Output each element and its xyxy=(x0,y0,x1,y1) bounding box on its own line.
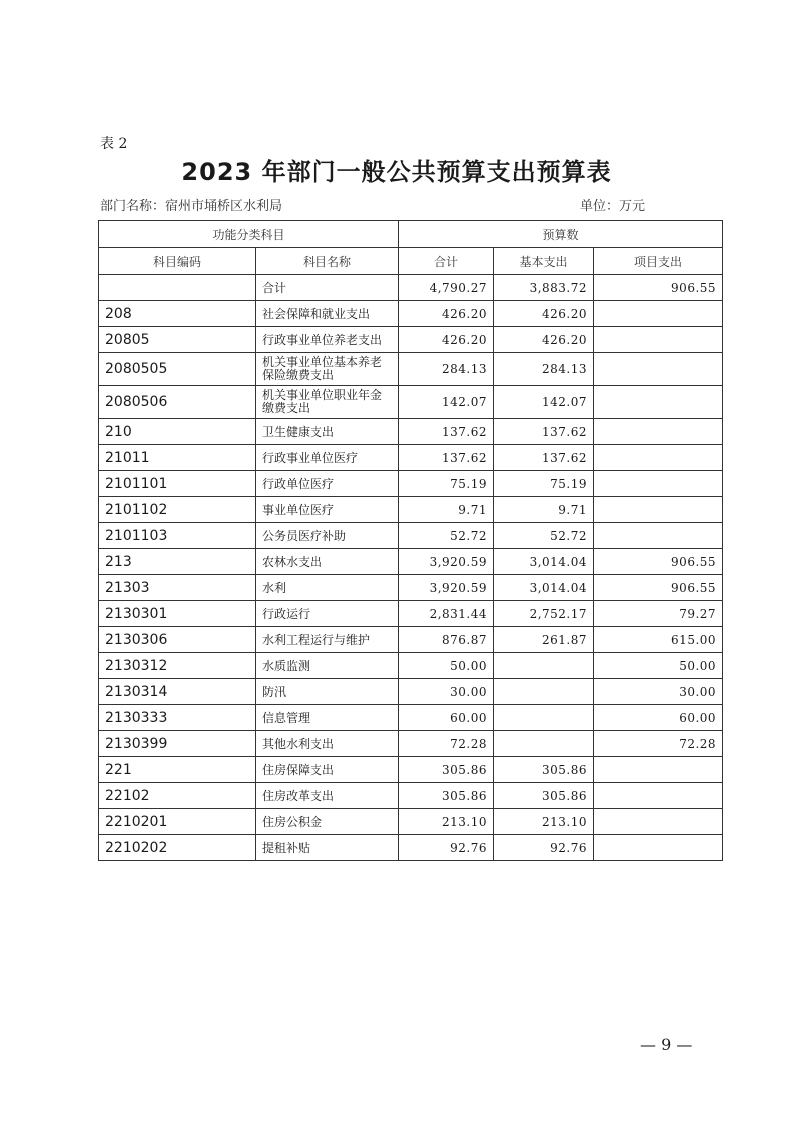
cell-basic: 305.86 xyxy=(494,757,594,783)
cell-basic xyxy=(494,731,594,757)
cell-code: 2130301 xyxy=(99,601,256,627)
table-body xyxy=(99,275,723,861)
cell-code: 2130306 xyxy=(99,627,256,653)
cell-name: 行政单位医疗 xyxy=(256,471,399,497)
cell-project xyxy=(594,757,723,783)
cell-basic: 137.62 xyxy=(494,445,594,471)
cell-total: 92.76 xyxy=(399,835,494,861)
table-label: 表 2 xyxy=(100,136,128,152)
cell-code: 21011 xyxy=(99,445,256,471)
cell-code: 208 xyxy=(99,301,256,327)
cell-project xyxy=(594,471,723,497)
cell-basic: 52.72 xyxy=(494,523,594,549)
cell-basic: 305.86 xyxy=(494,783,594,809)
department-name: 部门名称：宿州市埇桥区水利局 xyxy=(100,199,283,214)
cell-code: 2130312 xyxy=(99,653,256,679)
cell-project: 906.55 xyxy=(594,575,723,601)
cell-basic: 213.10 xyxy=(494,809,594,835)
cell-project: 906.55 xyxy=(594,275,723,301)
table-row xyxy=(99,835,723,861)
table-row xyxy=(99,783,723,809)
cell-project: 30.00 xyxy=(594,679,723,705)
cell-project: 50.00 xyxy=(594,653,723,679)
table-row xyxy=(99,275,723,301)
column-header-name: 科目名称 xyxy=(256,248,399,275)
column-header-project: 项目支出 xyxy=(594,248,723,275)
cell-code xyxy=(99,275,256,301)
cell-total: 52.72 xyxy=(399,523,494,549)
budget-table xyxy=(98,220,723,861)
cell-basic: 3,014.04 xyxy=(494,575,594,601)
cell-project: 906.55 xyxy=(594,549,723,575)
cell-name: 机关事业单位基本养老保险缴费支出 xyxy=(256,353,399,386)
cell-total: 60.00 xyxy=(399,705,494,731)
cell-project xyxy=(594,497,723,523)
table-row xyxy=(99,445,723,471)
cell-basic: 426.20 xyxy=(494,301,594,327)
cell-code: 2130399 xyxy=(99,731,256,757)
cell-code: 2101101 xyxy=(99,471,256,497)
page-number: — 9 — xyxy=(640,1035,693,1054)
cell-name: 水利工程运行与维护 xyxy=(256,627,399,653)
cell-total: 137.62 xyxy=(399,445,494,471)
cell-code: 2210201 xyxy=(99,809,256,835)
cell-name: 农林水支出 xyxy=(256,549,399,575)
cell-code: 221 xyxy=(99,757,256,783)
table-row xyxy=(99,757,723,783)
cell-project: 615.00 xyxy=(594,627,723,653)
cell-basic: 2,752.17 xyxy=(494,601,594,627)
cell-total: 3,920.59 xyxy=(399,549,494,575)
cell-name: 行政事业单位养老支出 xyxy=(256,327,399,353)
cell-total: 876.87 xyxy=(399,627,494,653)
cell-basic: 426.20 xyxy=(494,327,594,353)
cell-total: 75.19 xyxy=(399,471,494,497)
table-row xyxy=(99,327,723,353)
cell-basic xyxy=(494,679,594,705)
table-row xyxy=(99,301,723,327)
cell-code: 2101103 xyxy=(99,523,256,549)
cell-basic: 3,883.72 xyxy=(494,275,594,301)
cell-name: 住房改革支出 xyxy=(256,783,399,809)
cell-name: 社会保障和就业支出 xyxy=(256,301,399,327)
cell-code: 21303 xyxy=(99,575,256,601)
table-row xyxy=(99,575,723,601)
cell-total: 4,790.27 xyxy=(399,275,494,301)
cell-project xyxy=(594,523,723,549)
table-row xyxy=(99,386,723,419)
unit-label: 单位：万元 xyxy=(580,199,646,214)
group-header-functional: 功能分类科目 xyxy=(99,221,399,248)
cell-total: 426.20 xyxy=(399,301,494,327)
cell-project xyxy=(594,419,723,445)
cell-code: 2080505 xyxy=(99,353,256,386)
cell-project xyxy=(594,386,723,419)
cell-basic: 261.87 xyxy=(494,627,594,653)
cell-basic: 3,014.04 xyxy=(494,549,594,575)
cell-total: 142.07 xyxy=(399,386,494,419)
cell-name: 信息管理 xyxy=(256,705,399,731)
cell-total: 30.00 xyxy=(399,679,494,705)
cell-basic: 284.13 xyxy=(494,353,594,386)
cell-total: 305.86 xyxy=(399,783,494,809)
cell-basic: 137.62 xyxy=(494,419,594,445)
cell-basic xyxy=(494,705,594,731)
column-header-code: 科目编码 xyxy=(99,248,256,275)
table-row xyxy=(99,705,723,731)
cell-code: 2210202 xyxy=(99,835,256,861)
cell-total: 284.13 xyxy=(399,353,494,386)
cell-project xyxy=(594,327,723,353)
cell-name: 防汛 xyxy=(256,679,399,705)
cell-name: 行政事业单位医疗 xyxy=(256,445,399,471)
table-row xyxy=(99,731,723,757)
cell-total: 2,831.44 xyxy=(399,601,494,627)
cell-project: 72.28 xyxy=(594,731,723,757)
page-title: 2023 年部门一般公共预算支出预算表 xyxy=(181,158,612,186)
cell-project xyxy=(594,301,723,327)
cell-total: 9.71 xyxy=(399,497,494,523)
cell-total: 72.28 xyxy=(399,731,494,757)
cell-name: 其他水利支出 xyxy=(256,731,399,757)
table-row xyxy=(99,601,723,627)
cell-name: 住房公积金 xyxy=(256,809,399,835)
cell-name: 水利 xyxy=(256,575,399,601)
table-row xyxy=(99,653,723,679)
cell-basic: 9.71 xyxy=(494,497,594,523)
cell-code: 20805 xyxy=(99,327,256,353)
cell-name: 水质监测 xyxy=(256,653,399,679)
table-row xyxy=(99,549,723,575)
cell-total: 426.20 xyxy=(399,327,494,353)
cell-total: 137.62 xyxy=(399,419,494,445)
cell-total: 305.86 xyxy=(399,757,494,783)
table-row xyxy=(99,809,723,835)
cell-total: 213.10 xyxy=(399,809,494,835)
cell-code: 22102 xyxy=(99,783,256,809)
cell-project xyxy=(594,353,723,386)
cell-name: 住房保障支出 xyxy=(256,757,399,783)
cell-project: 79.27 xyxy=(594,601,723,627)
cell-project xyxy=(594,445,723,471)
cell-total: 3,920.59 xyxy=(399,575,494,601)
group-header-budget: 预算数 xyxy=(399,221,723,248)
cell-name: 行政运行 xyxy=(256,601,399,627)
cell-project xyxy=(594,783,723,809)
table-row xyxy=(99,679,723,705)
cell-total: 50.00 xyxy=(399,653,494,679)
cell-name: 公务员医疗补助 xyxy=(256,523,399,549)
cell-code: 2080506 xyxy=(99,386,256,419)
table-row xyxy=(99,523,723,549)
cell-name: 事业单位医疗 xyxy=(256,497,399,523)
column-header-basic: 基本支出 xyxy=(494,248,594,275)
cell-name: 提租补贴 xyxy=(256,835,399,861)
cell-name: 卫生健康支出 xyxy=(256,419,399,445)
cell-basic: 92.76 xyxy=(494,835,594,861)
cell-name: 合计 xyxy=(256,275,399,301)
cell-project: 60.00 xyxy=(594,705,723,731)
cell-name: 机关事业单位职业年金缴费支出 xyxy=(256,386,399,419)
cell-basic: 142.07 xyxy=(494,386,594,419)
cell-basic: 75.19 xyxy=(494,471,594,497)
cell-code: 210 xyxy=(99,419,256,445)
column-header-total: 合计 xyxy=(399,248,494,275)
cell-project xyxy=(594,835,723,861)
table-row xyxy=(99,497,723,523)
table-row xyxy=(99,471,723,497)
table-row xyxy=(99,419,723,445)
table-row xyxy=(99,627,723,653)
cell-code: 2101102 xyxy=(99,497,256,523)
table-row xyxy=(99,353,723,386)
cell-code: 213 xyxy=(99,549,256,575)
cell-code: 2130333 xyxy=(99,705,256,731)
cell-code: 2130314 xyxy=(99,679,256,705)
cell-basic xyxy=(494,653,594,679)
cell-project xyxy=(594,809,723,835)
